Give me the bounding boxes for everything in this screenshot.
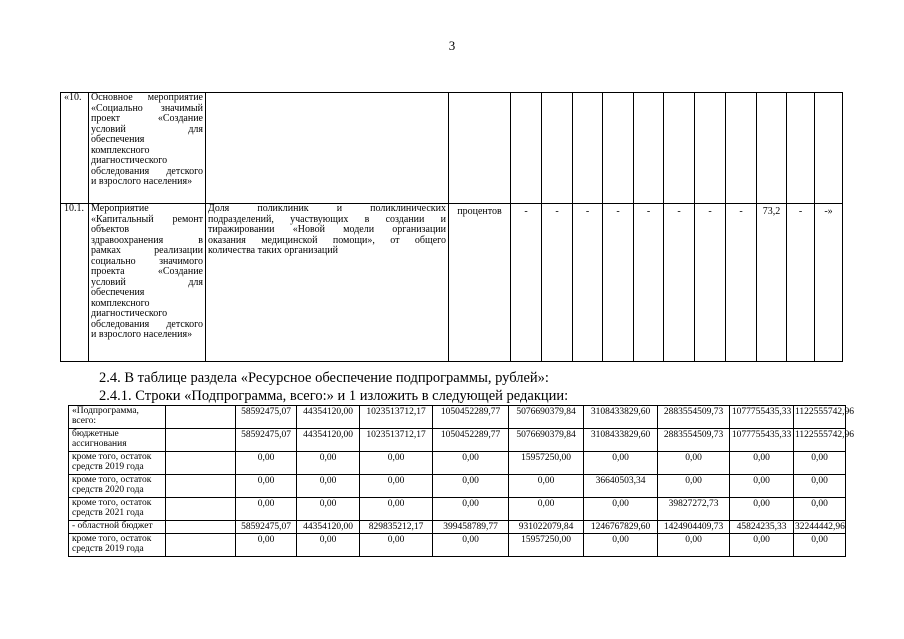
amount-cell: 931022079,84 (509, 521, 584, 534)
amount-cell: 0,00 (360, 475, 433, 498)
empty-cell (166, 406, 236, 429)
amount-cell: 0,00 (297, 498, 360, 521)
amount-cell: 1122555742,96 (794, 429, 846, 452)
amount-cell: 0,00 (236, 452, 297, 475)
row-label: бюджетные ассигнования (69, 429, 166, 452)
value-cell (815, 93, 843, 204)
resource-row (69, 452, 846, 475)
amount-cell: 399458789,77 (433, 521, 509, 534)
value-cell (542, 93, 573, 204)
amount-cell: 5076690379,84 (509, 429, 584, 452)
row-label: кроме того, остаток средств 2020 года (69, 475, 166, 498)
measure-name-line: объектов (91, 224, 130, 235)
value-cell: - (634, 204, 664, 362)
amount-cell: 39827272,73 (658, 498, 730, 521)
amount-cell: 0,00 (360, 534, 433, 557)
measure-name-line: условий для (91, 123, 203, 135)
row-label: кроме того, остаток средств 2019 года (69, 534, 166, 557)
value-cell (726, 93, 757, 204)
amount-cell: 0,00 (433, 452, 509, 475)
amount-cell: 0,00 (730, 498, 794, 521)
unit-cell: процентов (449, 204, 511, 362)
value-cell (603, 93, 634, 204)
amount-cell: 45824235,33 (730, 521, 794, 534)
measure-name-line: Мероприятие (91, 203, 149, 214)
empty-cell (166, 452, 236, 475)
indicator-line: количества таких организаций (208, 245, 338, 256)
amount-cell: 0,00 (794, 452, 846, 475)
measure-name-line: условий для (91, 276, 203, 288)
amount-cell: 1023513712,17 (360, 406, 433, 429)
indicator-text (206, 93, 449, 204)
empty-cell (166, 521, 236, 534)
indicator-line: тиражировании «Новой модели организации (208, 224, 446, 235)
amount-cell: 0,00 (584, 534, 658, 557)
resource-row (69, 534, 846, 557)
amount-cell: 15957250,00 (509, 534, 584, 557)
amount-cell: 0,00 (236, 475, 297, 498)
measure-name (89, 93, 206, 204)
amount-cell: 0,00 (433, 475, 509, 498)
row-label: - областной бюджет (69, 521, 166, 534)
amount-cell: 15957250,00 (509, 452, 584, 475)
amount-cell: 0,00 (433, 498, 509, 521)
value-cell: - (573, 204, 603, 362)
amount-cell: 0,00 (794, 534, 846, 557)
measure-name-line: обследования детского (91, 165, 203, 177)
amount-cell: 0,00 (297, 534, 360, 557)
value-cell (573, 93, 603, 204)
amount-cell: 44354120,00 (297, 521, 360, 534)
indicator-text (206, 204, 449, 362)
value-cell (787, 93, 815, 204)
row-label: «Подпрограмма, всего: (69, 406, 166, 429)
amount-cell: 1023513712,17 (360, 429, 433, 452)
resource-row (69, 429, 846, 452)
measure-name-line: и взрослого населения» (91, 176, 193, 187)
amount-cell: 0,00 (236, 498, 297, 521)
amount-cell: 0,00 (584, 498, 658, 521)
amount-cell: 3108433829,60 (584, 429, 658, 452)
value-cell: - (787, 204, 815, 362)
amount-cell: 0,00 (360, 498, 433, 521)
amount-cell: 1077755435,33 (730, 406, 794, 429)
indicator-line: подразделений, участвующих в создании и (208, 213, 446, 225)
resource-row (69, 406, 846, 429)
paragraph-2-4-1: 2.4.1. Строки «Подпрограмма, всего:» и 1 изложить в следующей редакции: (99, 388, 569, 404)
paragraph-2-4: 2.4. В таблице раздела «Ресурсное обеспечение подпрограммы, рублей»: (99, 370, 549, 386)
row-number: «10. (61, 93, 89, 204)
value-cell: - (542, 204, 573, 362)
value-cell (664, 93, 695, 204)
measure-name-line: социально значимого (91, 255, 203, 267)
empty-cell (166, 475, 236, 498)
amount-cell: 0,00 (658, 452, 730, 475)
measure-name-line: Основное мероприятие (91, 92, 203, 103)
value-cell: 73,2 (757, 204, 787, 362)
measure-name-line: здравоохранения в (91, 234, 203, 246)
indicator-line: Доля поликлиник и поликлинических (208, 203, 446, 214)
amount-cell: 0,00 (509, 475, 584, 498)
amount-cell: 44354120,00 (297, 429, 360, 452)
amount-cell: 0,00 (236, 534, 297, 557)
amount-cell: 0,00 (360, 452, 433, 475)
amount-cell: 1424904409,73 (658, 521, 730, 534)
amount-cell: 2883554509,73 (658, 429, 730, 452)
measure-name-line: диагностического (91, 155, 168, 166)
row-label: кроме того, остаток средств 2019 года (69, 452, 166, 475)
amount-cell: 58592475,07 (236, 521, 297, 534)
empty-cell (166, 534, 236, 557)
amount-cell: 3108433829,60 (584, 406, 658, 429)
measure-name (89, 204, 206, 362)
resource-row (69, 475, 846, 498)
indicator-line: оказания медицинской помощи», от общего (208, 234, 446, 246)
amount-cell: 0,00 (730, 534, 794, 557)
measure-name-line: диагностического (91, 308, 168, 319)
resources-table (68, 405, 855, 557)
value-cell: - (726, 204, 757, 362)
empty-cell (166, 429, 236, 452)
empty-cell (166, 498, 236, 521)
measure-name-line: обследования детского (91, 318, 203, 330)
measure-name-line: комплексного (91, 297, 150, 309)
amount-cell: 1246767829,60 (584, 521, 658, 534)
amount-cell: 1122555742,96 (794, 406, 846, 429)
measure-name-line: проекта «Создание (91, 266, 203, 277)
page-number: 3 (448, 38, 456, 53)
amount-cell: 829835212,17 (360, 521, 433, 534)
amount-cell: 2883554509,73 (658, 406, 730, 429)
measure-name-line: и взрослого населения» (91, 329, 193, 340)
amount-cell: 0,00 (658, 475, 730, 498)
value-cell: - (664, 204, 695, 362)
amount-cell: 0,00 (794, 498, 846, 521)
resource-row (69, 498, 846, 521)
value-cell (757, 93, 787, 204)
amount-cell: 58592475,07 (236, 429, 297, 452)
resource-row (69, 521, 846, 534)
amount-cell: 1050452289,77 (433, 406, 509, 429)
amount-cell: 0,00 (297, 452, 360, 475)
value-cell: - (695, 204, 726, 362)
unit-cell (449, 93, 511, 204)
amount-cell: 0,00 (584, 452, 658, 475)
value-cell: - (603, 204, 634, 362)
amount-cell: 0,00 (297, 475, 360, 498)
value-cell (511, 93, 542, 204)
amount-cell: 36640503,34 (584, 475, 658, 498)
amount-cell: 5076690379,84 (509, 406, 584, 429)
measure-name-line: обеспечения (91, 287, 145, 298)
amount-cell: 0,00 (730, 475, 794, 498)
amount-cell: 1077755435,33 (730, 429, 794, 452)
amount-cell: 0,00 (794, 475, 846, 498)
indicators-table (60, 92, 843, 362)
amount-cell: 0,00 (433, 534, 509, 557)
value-cell: -» (815, 204, 843, 362)
indicator-row (61, 93, 843, 204)
amount-cell: 0,00 (658, 534, 730, 557)
amount-cell: 1050452289,77 (433, 429, 509, 452)
measure-name-line: комплексного (91, 144, 150, 156)
amount-cell: 58592475,07 (236, 406, 297, 429)
value-cell: - (511, 204, 542, 362)
amount-cell: 44354120,00 (297, 406, 360, 429)
value-cell (634, 93, 664, 204)
measure-name-line: «Капитальный ремонт (91, 213, 203, 225)
row-number: 10.1. (61, 204, 89, 362)
measure-name-line: проект «Создание (91, 113, 203, 124)
amount-cell: 32244442,96 (795, 522, 845, 532)
amount-cell: 0,00 (730, 452, 794, 475)
measure-name-line: обеспечения (91, 134, 145, 145)
measure-name-line: «Социально значимый (91, 102, 203, 114)
row-label: кроме того, остаток средств 2021 года (69, 498, 166, 521)
indicator-row (61, 204, 843, 362)
value-cell (695, 93, 726, 204)
amount-cell: 0,00 (509, 498, 584, 521)
measure-name-line: рамках реализации (91, 245, 203, 256)
